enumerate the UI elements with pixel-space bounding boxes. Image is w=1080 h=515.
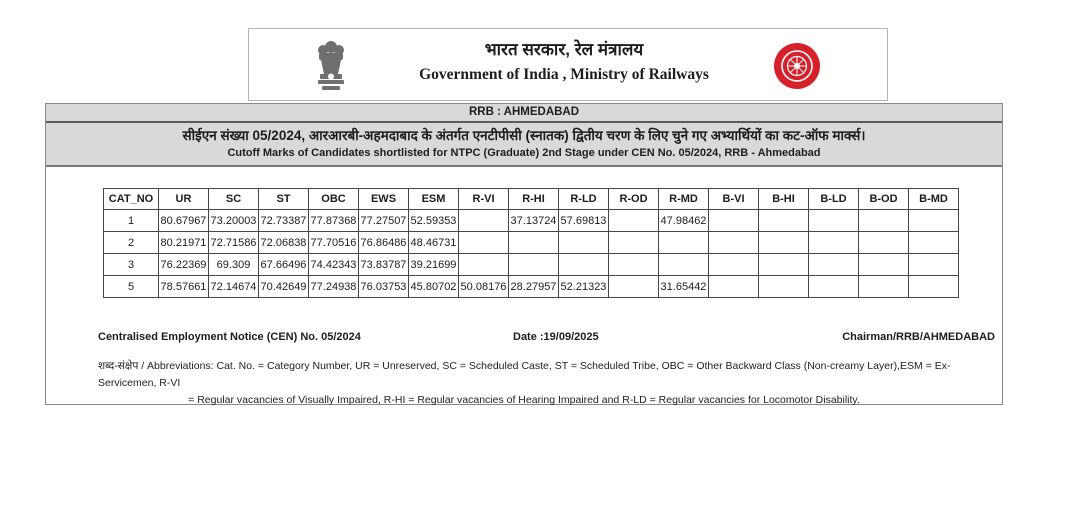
table-cell: 52.59353	[409, 210, 459, 232]
subject-line-hindi: सीईएन संख्या 05/2024, आरआरबी-अहमदाबाद के अंतर्गत एनटीपीसी (स्नातक) द्वितीय चरण के लिए चुने गए अभ्यार्थियों का कट-ऑफ मार्क्स।	[182, 128, 866, 143]
table-cell: 67.66496	[259, 254, 309, 276]
table-cell: 72.06838	[259, 232, 309, 254]
table-cell: 74.42343	[309, 254, 359, 276]
table-cell: 76.22369	[159, 254, 209, 276]
subject-band	[46, 123, 1002, 167]
ministry-title-english: Government of India , Ministry of Railways	[419, 66, 709, 83]
table-cell: 1	[104, 210, 159, 232]
table-cell: 78.57661	[159, 276, 209, 298]
table-cell: 69.309	[209, 254, 259, 276]
table-cell	[859, 210, 909, 232]
table-row	[104, 254, 959, 276]
table-cell	[759, 276, 809, 298]
table-cell	[859, 254, 909, 276]
table-cell: 72.73387	[259, 210, 309, 232]
table-header	[104, 189, 959, 210]
table-cell: 72.71586	[209, 232, 259, 254]
table-cell: 77.87368	[309, 210, 359, 232]
table-cell	[909, 232, 959, 254]
table-cell: 72.14674	[209, 276, 259, 298]
table-cell: 70.42649	[259, 276, 309, 298]
table-cell	[859, 276, 909, 298]
column-header: B-OD	[859, 189, 909, 210]
table-cell	[759, 254, 809, 276]
table-row	[104, 210, 959, 232]
table-cell	[509, 254, 559, 276]
signatory-label: Chairman/RRB/AHMEDABAD	[842, 331, 995, 343]
table-cell	[809, 210, 859, 232]
table-cell: 2	[104, 232, 159, 254]
column-header: R-HI	[509, 189, 559, 210]
ministry-title-hindi: भारत सरकार, रेल मंत्रालय	[484, 40, 644, 59]
table-cell	[709, 254, 759, 276]
office-title-bar: RRB : AHMEDABAD	[46, 104, 1002, 123]
table-row	[104, 232, 959, 254]
table-cell	[609, 232, 659, 254]
table-cell	[459, 254, 509, 276]
notice-box	[45, 103, 1003, 405]
column-header: R-MD	[659, 189, 709, 210]
table-body	[104, 210, 959, 298]
table-cell: 31.65442	[659, 276, 709, 298]
table-cell	[709, 210, 759, 232]
table-cell	[809, 254, 859, 276]
table-cell: 77.24938	[309, 276, 359, 298]
table-cell: 80.21971	[159, 232, 209, 254]
table-cell	[609, 210, 659, 232]
column-header: OBC	[309, 189, 359, 210]
table-cell	[809, 276, 859, 298]
table-cell: 47.98462	[659, 210, 709, 232]
column-header: ST	[259, 189, 309, 210]
column-header: R-LD	[559, 189, 609, 210]
date-label: Date :19/09/2025	[513, 331, 599, 343]
table-cell	[459, 210, 509, 232]
cutoff-marks-table	[103, 188, 959, 298]
subject-line-english: Cutoff Marks of Candidates shortlisted for NTPC (Graduate) 2nd Stage under CEN No. 05/2024, RRB - Ahmedabad	[227, 147, 821, 159]
letterhead-box	[248, 28, 888, 101]
table-cell	[509, 232, 559, 254]
table-cell	[909, 276, 959, 298]
table-cell	[759, 232, 809, 254]
table-cell	[609, 254, 659, 276]
table-cell: 80.67967	[159, 210, 209, 232]
table-cell	[659, 232, 709, 254]
table-cell: 3	[104, 254, 159, 276]
table-cell: 5	[104, 276, 159, 298]
table-cell: 73.83787	[359, 254, 409, 276]
table-cell: 48.46731	[409, 232, 459, 254]
table-cell: 45.80702	[409, 276, 459, 298]
table-cell	[909, 210, 959, 232]
table-cell	[709, 232, 759, 254]
table-cell: 57.69813	[559, 210, 609, 232]
abbreviations-line-1: शब्द-संक्षेप / Abbreviations: Cat. No. = Category Number, UR = Unreserved, SC = Scheduled Caste, ST = Scheduled Tribe, OBC = Other Backward Class (Non-creamy Layer),ESM = Ex-Servicemen, R-VI	[98, 360, 951, 389]
column-header: R-VI	[459, 189, 509, 210]
column-header: B-VI	[709, 189, 759, 210]
table-cell: 73.20003	[209, 210, 259, 232]
table-cell: 37.13724	[509, 210, 559, 232]
column-header: CAT_NO	[104, 189, 159, 210]
column-header: SC	[209, 189, 259, 210]
table-cell: 39.21699	[409, 254, 459, 276]
table-cell: 77.27507	[359, 210, 409, 232]
abbreviations-line-2: = Regular vacancies of Visually Impaired, R-HI = Regular vacancies of Hearing Impaired and R-LD = Regular vacancies for Locomotor Disability.	[188, 394, 860, 406]
table-cell	[909, 254, 959, 276]
abbreviations-block	[46, 358, 1002, 409]
column-header: B-MD	[909, 189, 959, 210]
footer-row	[46, 331, 1002, 345]
table-cell	[659, 254, 709, 276]
ashoka-emblem-icon	[311, 40, 351, 94]
table-cell	[559, 254, 609, 276]
table-cell: 28.27957	[509, 276, 559, 298]
table-cell	[859, 232, 909, 254]
table-cell	[709, 276, 759, 298]
column-header: UR	[159, 189, 209, 210]
column-header: B-HI	[759, 189, 809, 210]
indian-railways-logo-icon	[773, 42, 821, 90]
column-header: B-LD	[809, 189, 859, 210]
table-row	[104, 276, 959, 298]
table-cell: 77.70516	[309, 232, 359, 254]
table-header-row	[104, 189, 959, 210]
table-cell	[609, 276, 659, 298]
table-cell	[559, 232, 609, 254]
table-cell: 76.86486	[359, 232, 409, 254]
cen-number-label: Centralised Employment Notice (CEN) No. 05/2024	[98, 331, 361, 343]
table-cell	[459, 232, 509, 254]
table-cell: 52.21323	[559, 276, 609, 298]
table-cell	[759, 210, 809, 232]
table-cell: 50.08176	[459, 276, 509, 298]
column-header: ESM	[409, 189, 459, 210]
column-header: EWS	[359, 189, 409, 210]
table-cell	[809, 232, 859, 254]
column-header: R-OD	[609, 189, 659, 210]
table-cell: 76.03753	[359, 276, 409, 298]
